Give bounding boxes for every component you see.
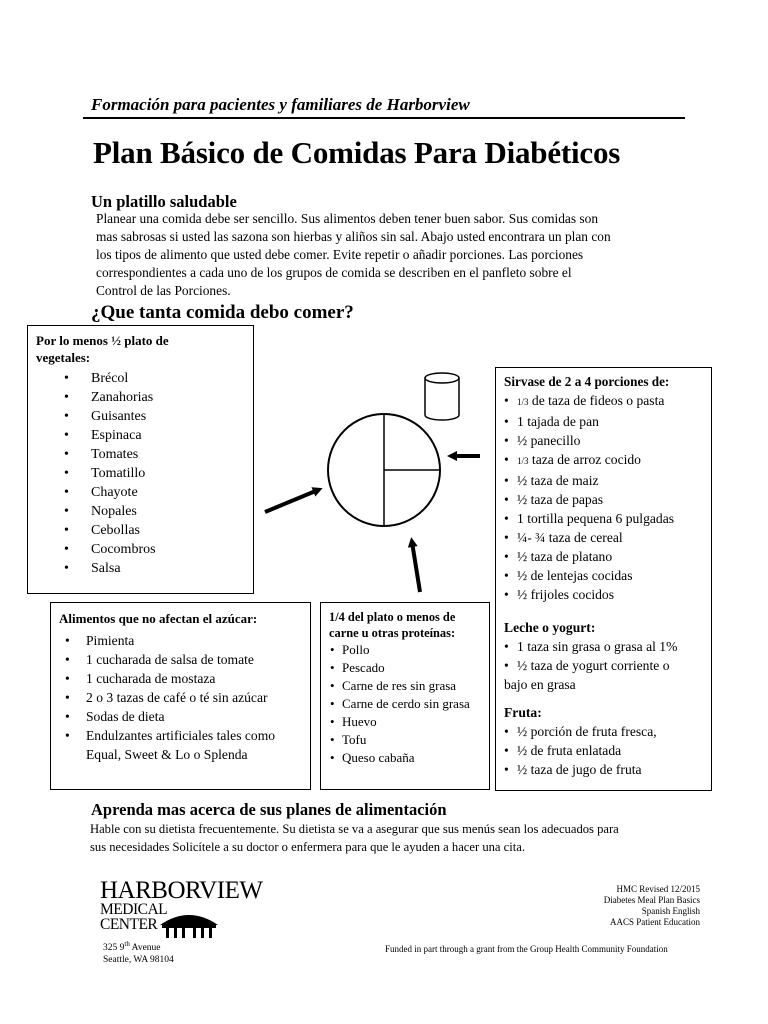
meta-line: Diabetes Meal Plan Basics bbox=[603, 895, 700, 905]
list-item bbox=[504, 391, 703, 412]
list-item: • ½ taza de papas bbox=[504, 490, 703, 509]
page-title: Plan Básico de Comidas Para Diabéticos bbox=[93, 135, 621, 170]
protein-title bbox=[329, 609, 481, 641]
list-item: • 1 tajada de pan bbox=[504, 412, 703, 431]
list-item: • ½ de fruta enlatada bbox=[504, 741, 703, 760]
list-item: • ½ taza de yogurt corriente o bbox=[504, 656, 703, 675]
vegetables-title-line: vegetales: bbox=[36, 349, 91, 365]
list-item: • ½ de lentejas cocidas bbox=[504, 566, 703, 585]
list-item: • Tomates bbox=[36, 445, 245, 464]
learn-line: Hable con su dietista frecuentemente. Su dietista se va a asegurar que sus menús sean los adecuados para bbox=[90, 822, 619, 836]
funding-note: Funded in part through a grant from the Group Health Community Foundation bbox=[385, 944, 668, 954]
intro-heading: Un platillo saludable bbox=[91, 192, 237, 211]
how-much-heading: ¿Que tanta comida debo comer? bbox=[91, 302, 354, 323]
list-item: • Pollo bbox=[329, 641, 481, 659]
item-text: taza de arroz cocido bbox=[528, 451, 641, 467]
fruit-list bbox=[504, 722, 703, 779]
list-item: • Cebollas bbox=[36, 521, 245, 540]
list-item: • 2 o 3 tazas de café o té sin azúcar bbox=[59, 688, 302, 707]
series-header: Formación para pacientes y familiares de Harborview bbox=[91, 95, 470, 114]
list-item: • Nopales bbox=[36, 502, 245, 521]
learn-heading: Aprenda mas acerca de sus planes de alimentación bbox=[91, 800, 447, 819]
document-meta bbox=[604, 884, 700, 928]
list-item: • 1 tortilla pequena 6 pulgadas bbox=[504, 509, 703, 528]
arrow-to-protein-icon bbox=[412, 542, 420, 592]
milk-title: Leche o yogurt: bbox=[504, 619, 596, 635]
list-item: • ½ taza de platano bbox=[504, 547, 703, 566]
starches-box bbox=[495, 367, 712, 791]
address-street: 325 9th Avenue bbox=[103, 940, 161, 954]
free-foods-box bbox=[50, 602, 311, 790]
intro-line: mas sabrosas si usted las sazona son hierbas y aliños sin sal. Abajo usted encontrara un plan con bbox=[96, 229, 611, 244]
free-foods-list bbox=[59, 631, 302, 745]
list-item: • Pescado bbox=[329, 659, 481, 677]
free-foods-title: Alimentos que no afectan el azúcar: bbox=[59, 611, 258, 626]
list-item: • 1 cucharada de salsa de tomate bbox=[59, 650, 302, 669]
address bbox=[103, 938, 174, 966]
building-icon bbox=[158, 905, 220, 939]
list-item: • Carne de cerdo sin grasa bbox=[329, 695, 481, 713]
logo-text: CENTER bbox=[100, 916, 158, 933]
protein-list bbox=[329, 641, 481, 767]
list-item: • Huevo bbox=[329, 713, 481, 731]
harborview-logo bbox=[100, 877, 263, 933]
list-item: • Brécol bbox=[36, 369, 245, 388]
glass-icon bbox=[425, 373, 459, 420]
list-item: • ½ frijoles cocidos bbox=[504, 585, 703, 604]
meta-line: HMC Revised 12/2015 bbox=[616, 884, 700, 894]
intro-line: correspondientes a cada uno de los grupos de comida se describen en el panfleto sobre el bbox=[96, 265, 572, 280]
plate-icon bbox=[328, 414, 440, 526]
list-item: • 1 taza sin grasa o grasa al 1% bbox=[504, 637, 703, 656]
list-item: • Chayote bbox=[36, 483, 245, 502]
learn-paragraph bbox=[90, 820, 710, 856]
fruit-title: Fruta: bbox=[504, 704, 542, 720]
intro-line: Control de las Porciones. bbox=[96, 283, 231, 298]
fraction: 1/3 bbox=[517, 455, 529, 466]
milk-continuation: bajo en grasa bbox=[504, 676, 576, 692]
list-item: • Espinaca bbox=[36, 426, 245, 445]
vegetables-box bbox=[27, 325, 254, 594]
intro-line: Planear una comida debe ser sencillo. Sus alimentos deben tener buen sabor. Sus comidas son bbox=[96, 211, 599, 226]
fraction: 1/3 bbox=[517, 396, 529, 407]
list-item: • ½ taza de maiz bbox=[504, 471, 703, 490]
list-item: • ½ porción de fruta fresca, bbox=[504, 722, 703, 741]
list-item: • Salsa bbox=[36, 559, 245, 578]
logo-text: HARBORVIEW bbox=[100, 877, 263, 904]
vegetables-title bbox=[36, 333, 245, 366]
protein-box bbox=[320, 602, 490, 790]
vegetables-title-line: Por lo menos ½ plato de bbox=[36, 333, 169, 348]
meta-line: Spanish English bbox=[641, 906, 700, 916]
free-foods-continuation: Equal, Sweet & Lo o Splenda bbox=[86, 746, 248, 762]
arrow-to-vegetables-icon bbox=[265, 490, 318, 512]
list-item: • Tofu bbox=[329, 731, 481, 749]
learn-line: sus necesidades Solicítele a su doctor o enfermera para que le ayuden a hacer una cita. bbox=[90, 840, 525, 854]
meta-line: AACS Patient Education bbox=[610, 917, 700, 927]
address-city: Seattle, WA 98104 bbox=[103, 955, 174, 966]
list-item: • Guisantes bbox=[36, 407, 245, 426]
list-item: • Endulzantes artificiales tales como bbox=[59, 726, 302, 745]
list-item: • Sodas de dieta bbox=[59, 707, 302, 726]
protein-title-line: carne u otras proteínas: bbox=[329, 626, 456, 640]
list-item: • ¼- ¾ taza de cereal bbox=[504, 528, 703, 547]
item-text: de taza de fideos o pasta bbox=[528, 392, 665, 408]
list-item: • 1 cucharada de mostaza bbox=[59, 669, 302, 688]
list-item: • ½ panecillo bbox=[504, 431, 703, 450]
list-item: • Tomatillo bbox=[36, 464, 245, 483]
vegetables-list bbox=[36, 369, 245, 578]
list-item: • ½ taza de jugo de fruta bbox=[504, 760, 703, 779]
milk-list bbox=[504, 637, 703, 675]
list-item: • Carne de res sin grasa bbox=[329, 677, 481, 695]
list-item: • Cocombros bbox=[36, 540, 245, 559]
intro-line: los tipos de alimento que usted debe comer. Evite repetir o añadir porciones. Las porciones bbox=[96, 247, 584, 262]
list-item: • Zanahorias bbox=[36, 388, 245, 407]
list-item: • Pimienta bbox=[59, 631, 302, 650]
starches-title: Sirvase de 2 a 4 porciones de: bbox=[504, 374, 670, 389]
list-item bbox=[504, 450, 703, 471]
list-item: • Queso cabaña bbox=[329, 749, 481, 767]
logo-text: MEDICAL bbox=[100, 901, 168, 918]
protein-title-line: 1/4 del plato o menos de bbox=[329, 610, 456, 624]
starches-list bbox=[504, 391, 703, 604]
